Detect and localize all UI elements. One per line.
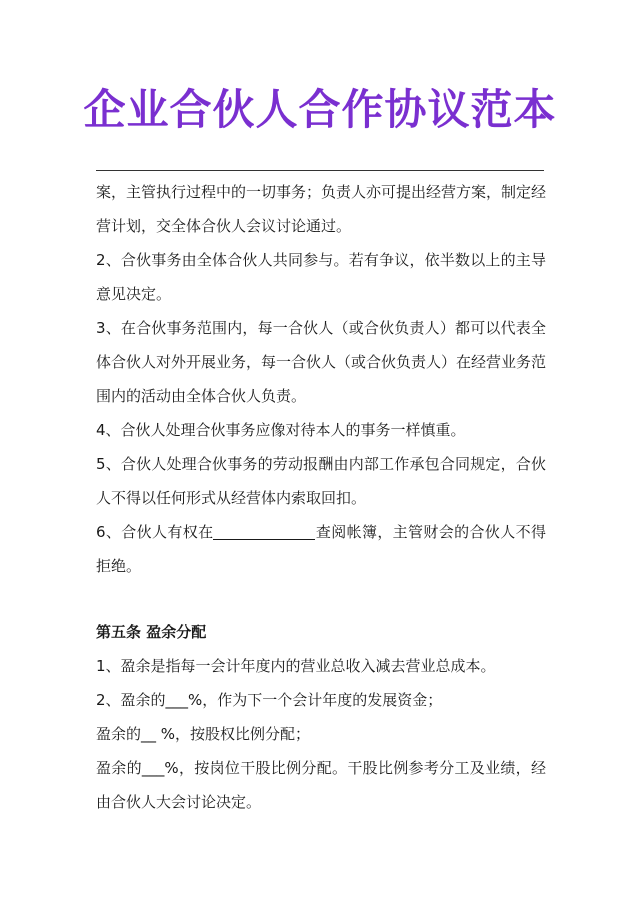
paragraph: 盈余的___%，按岗位干股比例分配。干股比例参考分工及业绩，经由合伙人大会讨论决定。 xyxy=(96,759,546,811)
paragraph: 案，主管执行过程中的一切事务；负责人亦可提出经营方案，制定经营计划，交全体合伙人会议讨论通过。 xyxy=(96,183,547,235)
paragraph: 5、合伙人处理合伙事务的劳动报酬由内部工作承包合同规定，合伙人不得以任何形式从经营体内索取回扣。 xyxy=(96,455,546,507)
paragraph: 3、在合伙事务范围内，每一合伙人（或合伙负责人）都可以代表全体合伙人对外开展业务，每一合伙人（或合伙负责人）在经营业务范围内的活动由全体合伙人负责。 xyxy=(96,319,547,405)
document-title: 企业合伙人合作协议范本 xyxy=(83,85,557,134)
clause-6-text-before: 6、合伙人有权在 xyxy=(96,523,214,541)
paragraph: 2、盈余的___%，作为下一个会计年度的发展资金； xyxy=(96,691,443,709)
section-spacer xyxy=(96,583,546,615)
paragraph-clause-6 xyxy=(96,515,546,583)
paragraph: 4、合伙人处理合伙事务应像对待本人的事务一样慎重。 xyxy=(96,421,466,439)
section-heading: 第五条 盈余分配 xyxy=(96,623,207,641)
document-body xyxy=(96,175,546,819)
paragraph: 1、盈余是指每一会计年度内的营业总收入减去营业总成本。 xyxy=(96,657,496,675)
paragraph: 2、合伙事务由全体合伙人共同参与。若有争议，依半数以上的主导意见决定。 xyxy=(96,251,546,303)
paragraph: 盈余的__ %，按股权比例分配； xyxy=(96,725,311,743)
title-divider xyxy=(96,170,544,171)
fill-in-blank xyxy=(213,521,315,540)
clause-6-text-after: 查阅帐簿，主管财会的合伙人不得拒绝。 xyxy=(96,523,546,575)
